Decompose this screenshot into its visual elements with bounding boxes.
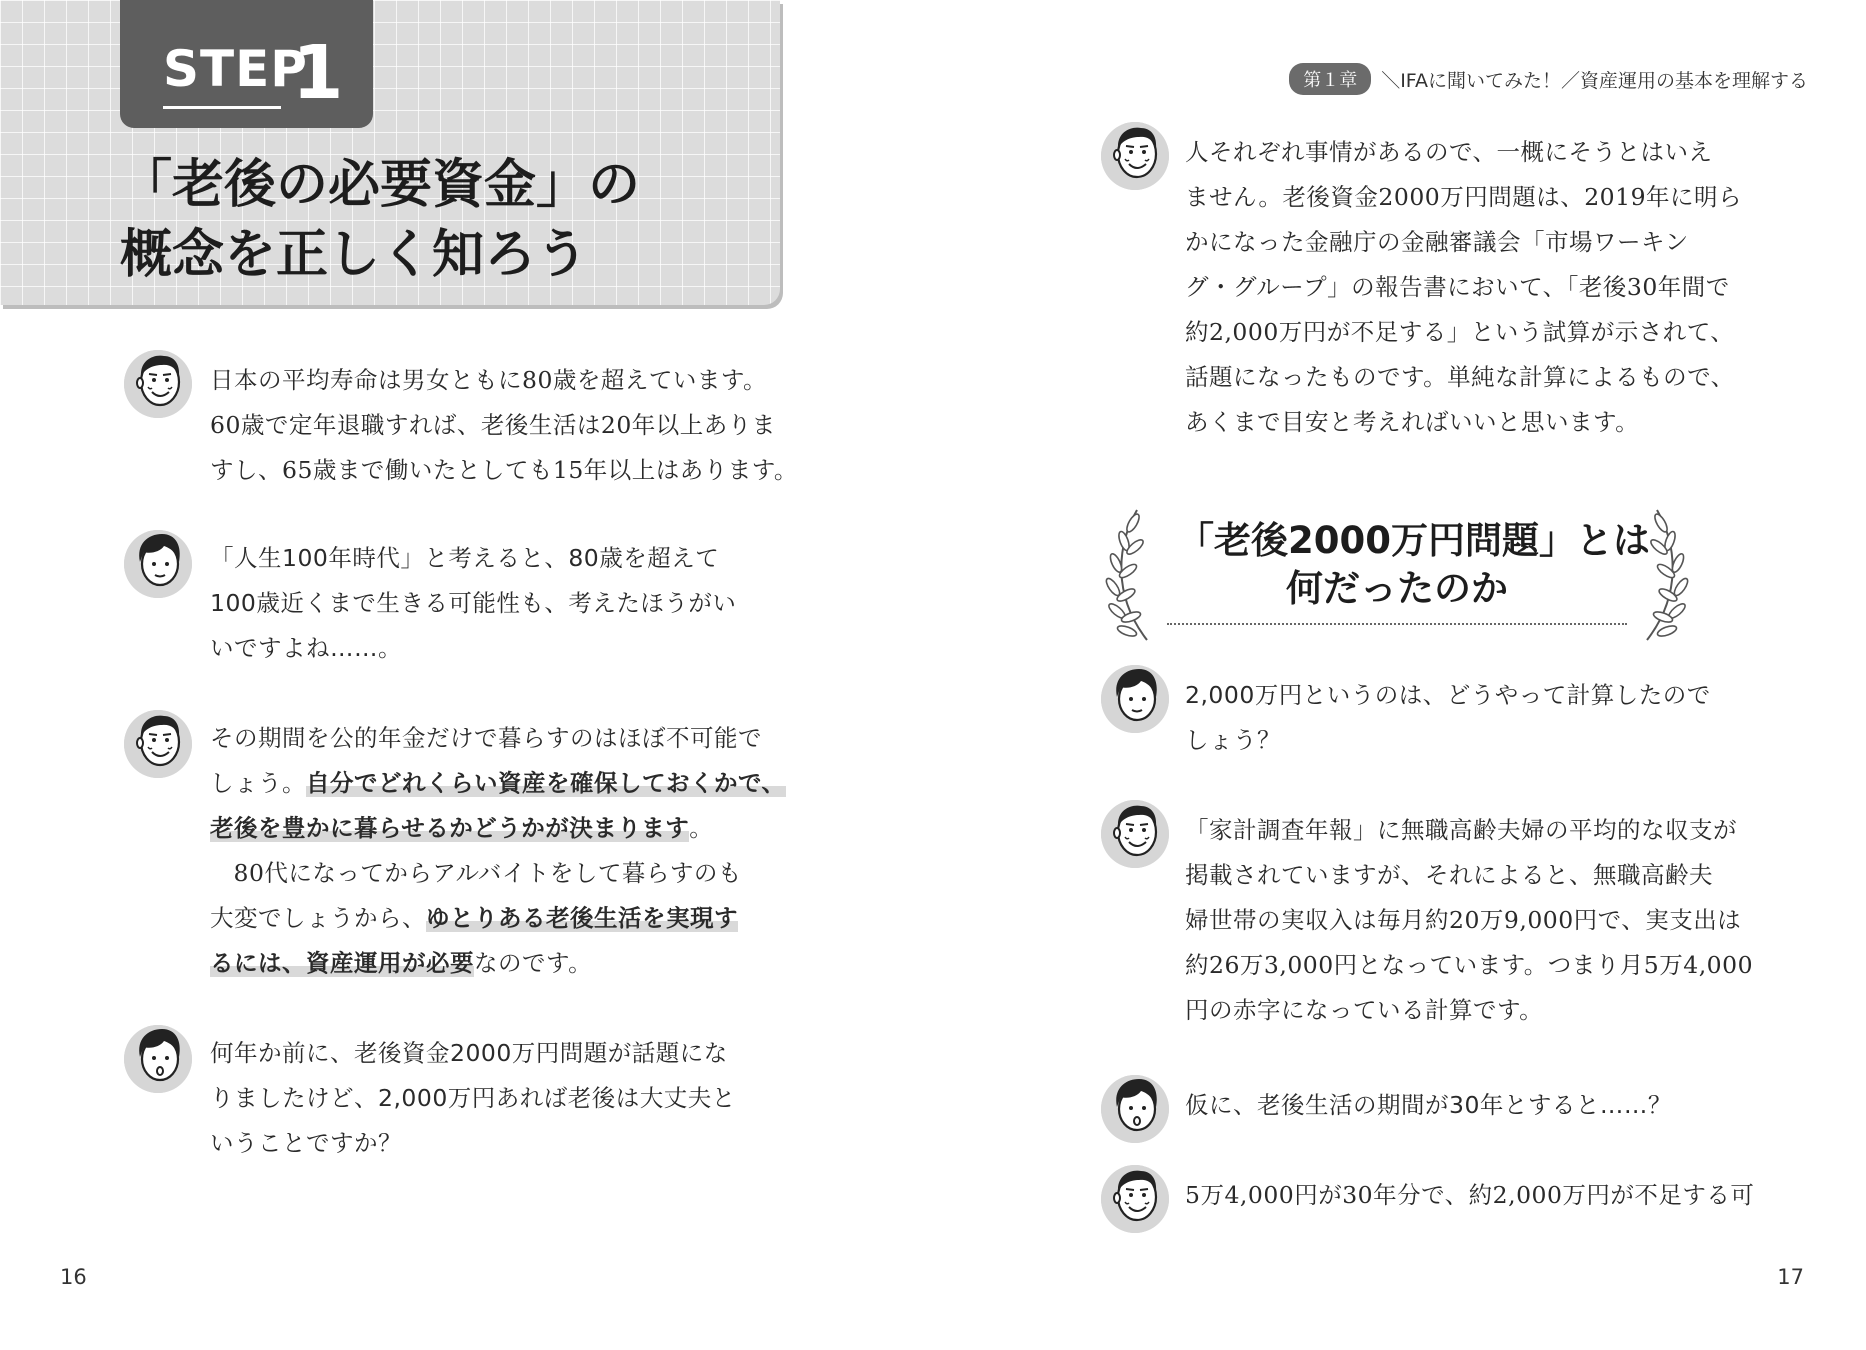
highlight-text: 自分でどれくらい資産を確保しておくかで、 — [306, 769, 786, 797]
text-line — [210, 806, 930, 851]
dialogue-text — [210, 716, 930, 986]
text-line: 掲載されていますが、それによると、無職高齢夫 — [1185, 861, 1713, 889]
text-line: 人それぞれ事情があるので、一概にそうとはいえ — [1185, 138, 1713, 166]
questioner-surprised-avatar-icon — [1101, 1075, 1169, 1143]
text-line: 婦世帯の実収入は毎月約20万9,000円で、実支出は — [1185, 906, 1742, 934]
text-plain: 大変でしょうから、 — [210, 904, 426, 932]
section-title-line: 何だったのか — [1286, 567, 1508, 610]
text-line: いうことですか？ — [210, 1129, 402, 1157]
text-line: 「人生100年時代」と考えると、80歳を超えて — [210, 544, 720, 572]
text-line: しょう？ — [1185, 726, 1281, 754]
step-header — [0, 0, 780, 305]
text-line: 100歳近くまで生きる可能性も、考えたほうがい — [210, 589, 737, 617]
text-line: 約26万3,000円となっています。つまり月5万4,000 — [1185, 951, 1754, 979]
text-line: 何年か前に、老後資金2000万円問題が話題にな — [210, 1039, 728, 1067]
text-line: 「家計調査年報」に無職高齢夫婦の平均的な収支が — [1185, 816, 1737, 844]
text-line: いですよね……。 — [210, 634, 402, 662]
text-plain: なのです。 — [474, 949, 593, 977]
dialogue-text — [1185, 1083, 1785, 1128]
text-line — [210, 761, 930, 806]
highlight-text: 老後を豊かに暮らせるかどうかが決まります — [210, 814, 690, 842]
dialogue-text — [1185, 673, 1785, 763]
title-line: 「老後の必要資金」の — [120, 155, 641, 215]
dialogue-text — [210, 358, 930, 493]
text-line: 80代になってからアルバイトをして暮らすのも — [233, 859, 742, 887]
title-line: 概念を正しく知ろう — [120, 225, 589, 285]
section-heading — [1097, 505, 1697, 655]
text-line: りましたけど、2,000万円あれば老後は大丈夫と — [210, 1084, 736, 1112]
questioner-avatar-icon — [1101, 665, 1169, 733]
text-plain: しょう。 — [210, 769, 306, 797]
step-number: 1 — [292, 30, 344, 116]
dialogue-text — [1185, 808, 1785, 1033]
text-line: ません。老後資金2000万円問題は、2019年に明ら — [1185, 183, 1743, 211]
text-line: 円の赤字になっている計算です。 — [1185, 996, 1544, 1024]
text-line — [210, 896, 930, 941]
dialogue-text — [210, 1031, 930, 1166]
step-tab — [120, 0, 373, 128]
running-header — [1289, 63, 1808, 95]
advisor-avatar-icon — [124, 710, 192, 778]
text-line: かになった金融庁の金融審議会「市場ワーキン — [1185, 228, 1689, 256]
dialogue-text — [210, 536, 930, 671]
text-line: その期間を公的年金だけで暮らすのはほぼ不可能で — [210, 724, 762, 752]
text-line: グ・グループ」の報告書において、「老後30年間で — [1185, 273, 1730, 301]
text-line: あくまで目安と考えればいいと思います。 — [1185, 408, 1640, 436]
text-plain: 。 — [689, 814, 714, 842]
text-line: 仮に、老後生活の期間が30年とすると……？ — [1185, 1091, 1672, 1119]
advisor-avatar-icon — [124, 350, 192, 418]
running-header-title: ＼IFAに聞いてみた！／資産運用の基本を理解する — [1381, 69, 1808, 92]
questioner-surprised-avatar-icon — [124, 1025, 192, 1093]
chapter-title — [120, 150, 770, 290]
advisor-avatar-icon — [1101, 122, 1169, 190]
dialogue-text — [1185, 1173, 1785, 1218]
advisor-avatar-icon — [1101, 1165, 1169, 1233]
page-number: 16 — [60, 1265, 87, 1289]
questioner-avatar-icon — [124, 530, 192, 598]
text-line — [210, 941, 930, 986]
step-underline — [163, 106, 281, 109]
dotted-divider — [1167, 623, 1627, 625]
dialogue-text — [1185, 130, 1785, 445]
chapter-badge: 第１章 — [1289, 63, 1371, 95]
right-page — [933, 0, 1866, 1350]
text-line: 約2,000万円が不足する」という試算が示されて、 — [1185, 318, 1735, 346]
section-title-line: 「老後2000万円問題」とは — [1177, 519, 1650, 562]
text-line: すし、65歳まで働いたとしても15年以上はあります。 — [210, 456, 798, 484]
section-title — [1177, 517, 1650, 613]
laurel-icon — [1097, 505, 1157, 645]
text-line: 日本の平均寿命は男女ともに80歳を超えています。 — [210, 366, 768, 394]
step-word: STEP — [163, 40, 308, 98]
highlight-text: るには、資産運用が必要 — [210, 949, 474, 977]
text-line: 60歳で定年退職すれば、老後生活は20年以上ありま — [210, 411, 776, 439]
page-number: 17 — [1777, 1265, 1804, 1289]
laurel-icon — [1637, 505, 1697, 645]
text-line: 話題になったものです。単純な計算によるもので、 — [1185, 363, 1735, 391]
text-line: 2,000万円というのは、どうやって計算したので — [1185, 681, 1711, 709]
highlight-text: ゆとりある老後生活を実現す — [426, 904, 738, 932]
advisor-avatar-icon — [1101, 800, 1169, 868]
text-line: 5万4,000円が30年分で、約2,000万円が不足する可 — [1185, 1181, 1755, 1209]
